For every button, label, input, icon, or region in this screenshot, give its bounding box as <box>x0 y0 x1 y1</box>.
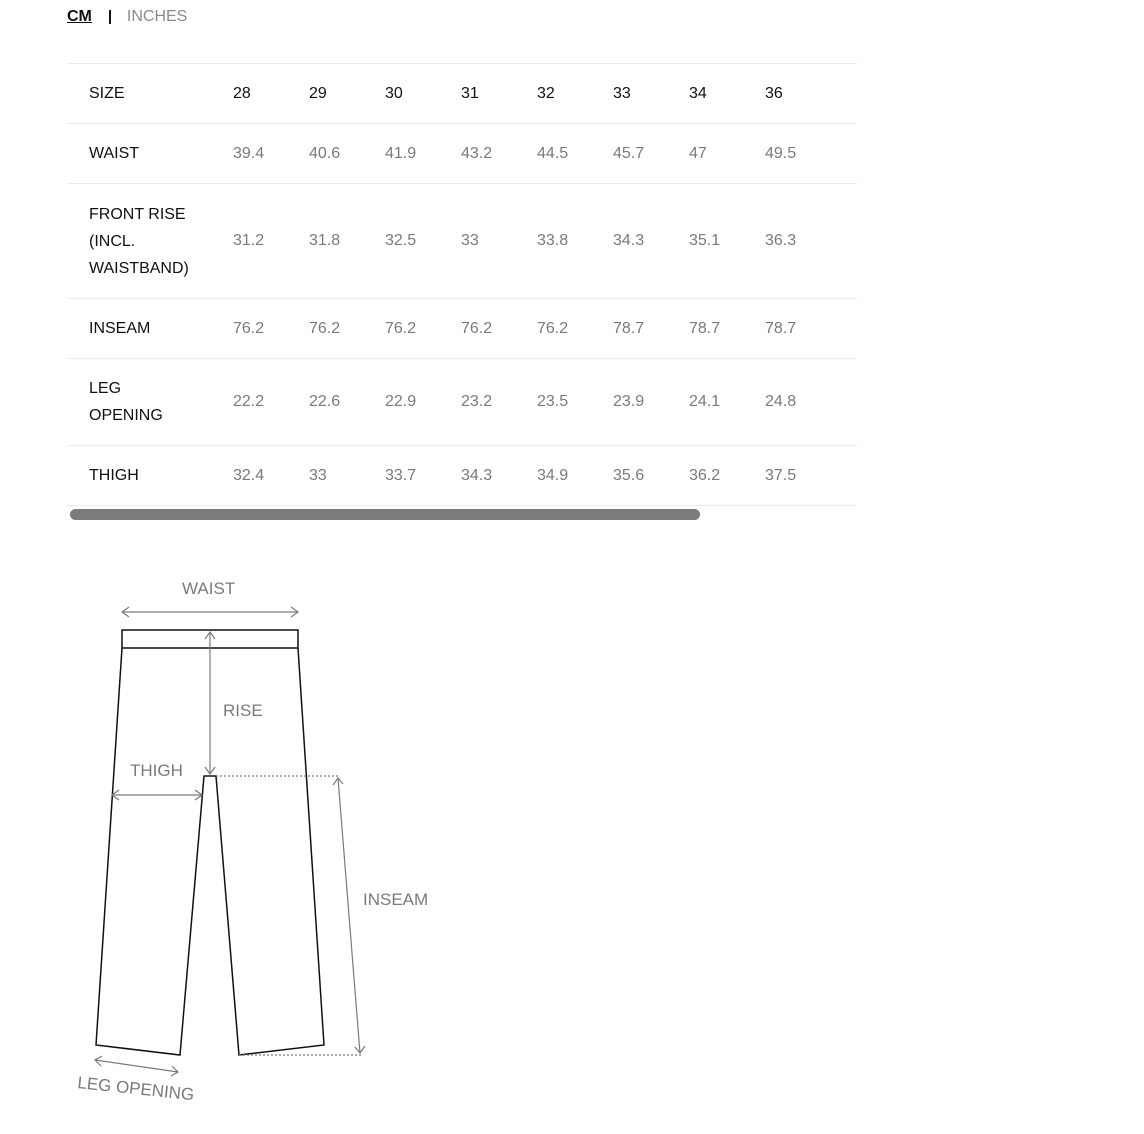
table-cell: 23.2 <box>461 359 537 446</box>
table-cell: 44.5 <box>537 124 613 184</box>
table-cell: 76.2 <box>233 299 309 359</box>
table-cell: 23.9 <box>613 359 689 446</box>
table-cell: 22.2 <box>233 359 309 446</box>
table-cell: 33.8 <box>537 184 613 299</box>
size-table-viewport <box>67 63 797 507</box>
pants-measurement-diagram <box>0 560 520 1120</box>
table-cell: 23.5 <box>537 359 613 446</box>
measurement-arrows <box>95 607 365 1076</box>
table-cell: 33 <box>309 446 385 506</box>
table-cell: 39.4 <box>233 124 309 184</box>
table-cell: 76.2 <box>385 299 461 359</box>
table-row-inseam <box>67 299 857 359</box>
table-cell: 22.6 <box>309 359 385 446</box>
table-cell: 78.7 <box>613 299 689 359</box>
scrollbar-thumb[interactable] <box>70 509 700 520</box>
table-cell: 76.2 <box>537 299 613 359</box>
row-label: FRONT RISE (INCL. WAISTBAND) <box>67 184 233 299</box>
size-cell: 33 <box>613 64 689 124</box>
table-cell: 32.4 <box>233 446 309 506</box>
table-cell: 78.7 <box>689 299 765 359</box>
table-cell: 24.8 <box>765 359 857 446</box>
table-cell: 36.2 <box>689 446 765 506</box>
size-cell: 32 <box>537 64 613 124</box>
row-label: WAIST <box>67 124 233 184</box>
table-row-thigh <box>67 446 857 506</box>
row-label: INSEAM <box>67 299 233 359</box>
inseam-label: INSEAM <box>363 890 429 909</box>
table-cell: 34.3 <box>613 184 689 299</box>
table-cell: 40.6 <box>309 124 385 184</box>
table-cell: 35.1 <box>689 184 765 299</box>
unit-cm-tab[interactable]: CM <box>67 8 92 25</box>
table-cell: 31.2 <box>233 184 309 299</box>
leg-opening-label: LEG OPENING <box>76 1073 196 1105</box>
unit-inches-tab[interactable]: INCHES <box>126 8 188 25</box>
table-cell: 35.6 <box>613 446 689 506</box>
size-header-row <box>67 64 857 124</box>
leg-opening-arrow <box>95 1060 178 1072</box>
table-cell: 78.7 <box>765 299 857 359</box>
table-horizontal-scrollbar[interactable] <box>68 509 792 521</box>
size-cell: 29 <box>309 64 385 124</box>
unit-divider <box>109 10 111 24</box>
table-cell: 41.9 <box>385 124 461 184</box>
table-cell: 37.5 <box>765 446 857 506</box>
size-header-label: SIZE <box>67 64 233 124</box>
size-table <box>67 63 857 506</box>
table-cell: 36.3 <box>765 184 857 299</box>
size-cell: 30 <box>385 64 461 124</box>
table-cell: 33.7 <box>385 446 461 506</box>
table-cell: 24.1 <box>689 359 765 446</box>
table-cell: 45.7 <box>613 124 689 184</box>
table-row-waist <box>67 124 857 184</box>
table-cell: 32.5 <box>385 184 461 299</box>
table-row-leg-opening <box>67 359 857 446</box>
table-cell: 22.9 <box>385 359 461 446</box>
table-cell: 47 <box>689 124 765 184</box>
table-cell: 76.2 <box>309 299 385 359</box>
table-cell: 76.2 <box>461 299 537 359</box>
thigh-label: THIGH <box>130 761 183 780</box>
table-cell: 34.9 <box>537 446 613 506</box>
size-cell: 34 <box>689 64 765 124</box>
size-cell: 31 <box>461 64 537 124</box>
table-cell: 43.2 <box>461 124 537 184</box>
rise-label: RISE <box>223 701 263 720</box>
table-cell: 49.5 <box>765 124 857 184</box>
waist-label: WAIST <box>182 579 236 598</box>
size-cell: 28 <box>233 64 309 124</box>
row-label: LEG OPENING <box>67 359 233 446</box>
table-cell: 33 <box>461 184 537 299</box>
table-cell: 34.3 <box>461 446 537 506</box>
inseam-arrow <box>338 778 360 1053</box>
size-cell: 36 <box>765 64 857 124</box>
unit-toggle <box>67 8 187 26</box>
table-row-front-rise <box>67 184 857 299</box>
row-label: THIGH <box>67 446 233 506</box>
table-cell: 31.8 <box>309 184 385 299</box>
